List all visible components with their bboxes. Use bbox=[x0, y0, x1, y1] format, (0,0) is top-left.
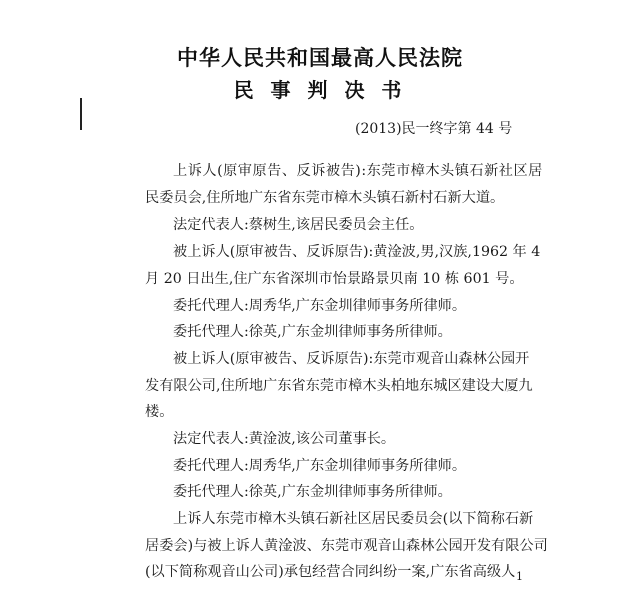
legal-rep-1: 法定代表人:蔡树生,该居民委员会主任。 bbox=[173, 217, 424, 233]
document-type-title: 民 事 判 决 书 bbox=[233, 78, 407, 102]
appellee-2-line-3: 楼。 bbox=[145, 404, 174, 420]
agent-3: 委托代理人:周秀华,广东金圳律师事务所律师。 bbox=[173, 458, 467, 474]
appellee-1-line-1: 被上诉人(原审被告、反诉原告):黄淦波,男,汉族,1962 年 4 bbox=[173, 244, 541, 260]
appellee-2-line-1: 被上诉人(原审被告、反诉原告):东莞市观音山森林公园开 bbox=[173, 351, 530, 367]
body-line-2: 居委会)与被上诉人黄淦波、东莞市观音山森林公园开发有限公司 bbox=[145, 538, 548, 554]
court-title: 中华人民共和国最高人民法院 bbox=[177, 45, 463, 70]
agent-4: 委托代理人:徐英,广东金圳律师事务所律师。 bbox=[173, 484, 452, 500]
appellant-line-2: 民委员会,住所地广东省东莞市樟木头镇石新村石新大道。 bbox=[145, 190, 505, 206]
legal-rep-2: 法定代表人:黄淦波,该公司董事长。 bbox=[173, 431, 396, 447]
appellee-1-line-2: 月 20 日出生,住广东省深圳市怡景路景贝南 10 栋 601 号。 bbox=[145, 271, 524, 287]
appellee-2-line-2: 发有限公司,住所地广东省东莞市樟木头柏地东城区建设大厦九 bbox=[145, 378, 533, 394]
appellant-line-1: 上诉人(原审原告、反诉被告):东莞市樟木头镇石新社区居 bbox=[173, 163, 543, 179]
body-line-3: (以下简称观音山公司)承包经营合同纠纷一案,广东省高级人 bbox=[145, 564, 516, 580]
agent-1: 委托代理人:周秀华,广东金圳律师事务所律师。 bbox=[173, 298, 467, 314]
page-number: 1 bbox=[516, 570, 523, 583]
case-number: (2013)民一终字第 44 号 bbox=[355, 121, 513, 137]
body-line-1: 上诉人东莞市樟木头镇石新社区居民委员会(以下简称石新 bbox=[173, 511, 534, 527]
agent-2: 委托代理人:徐英,广东金圳律师事务所律师。 bbox=[173, 324, 452, 340]
